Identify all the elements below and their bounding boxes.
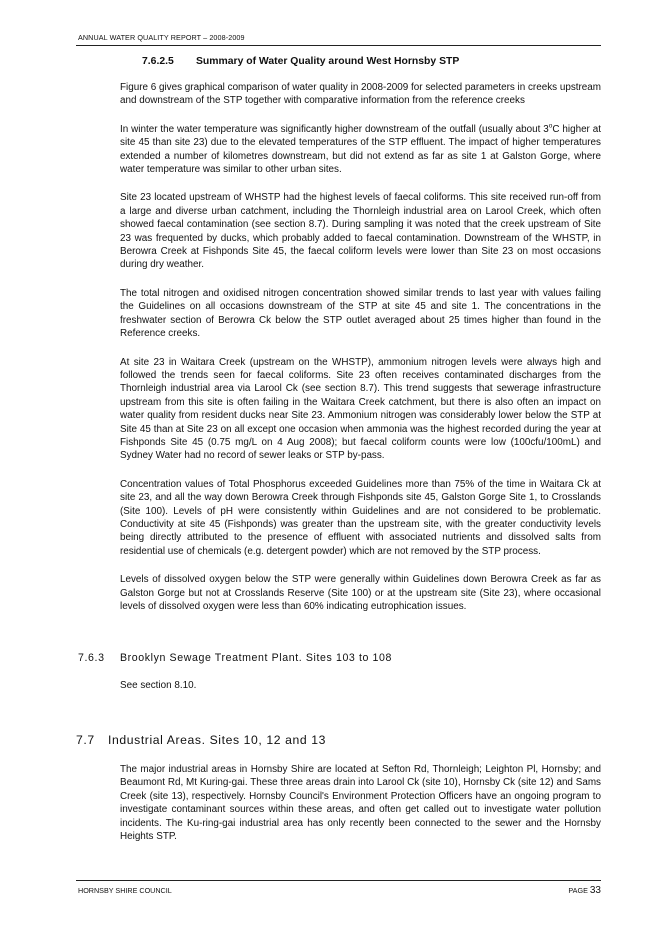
section-title: Summary of Water Quality around West Hornsby STP	[196, 56, 460, 67]
subsection-text: See section 8.10.	[120, 680, 197, 691]
section-7-7-title: Industrial Areas. Sites 10, 12 and 13	[108, 733, 327, 747]
section-body	[120, 81, 601, 628]
paragraph-faecal-coliforms: Site 23 located upstream of WHSTP had the highest levels of faecal coliforms. This site received run-off from a large and diverse urban catchment, including the Thornleigh industrial area on Larool Creek, which often showed faecal contamination (see section 8.7). During sampling it was noted that the creek upstream of Site 23 was frequented by ducks, which probably added to faecal contamination. Downstream of the WHSTP, in Berowra Creek at Fishponds Site 45, the faecal coliform levels were lower than Site 23 on most occasions during dry weather.	[120, 192, 601, 271]
paragraph-dissolved-oxygen: Levels of dissolved oxygen below the STP were generally within Guidelines down Berowra Creek as far as Galston Gorge but not at Crosslands Reserve (Site 100) or at the upstream site (Site 23), where occasional levels of dissolved oxygen were less than 60% indicating eutrophication issues.	[120, 574, 601, 612]
subsection-title: Brooklyn Sewage Treatment Plant. Sites 103 to 108	[120, 652, 393, 664]
section-7-7-number: 7.7	[76, 733, 95, 747]
paragraph-figure-6: Figure 6 gives graphical comparison of water quality in 2008-2009 for selected parameters in creeks upstream and downstream of the STP together with comparative information from the reference creeks	[120, 82, 601, 107]
section-7-7-body	[120, 763, 601, 843]
degree-superscript: o	[548, 122, 553, 130]
paragraph-industrial-areas: The major industrial areas in Hornsby Shire are located at Sefton Rd, Thornleigh; Leighton Pl, Hornsby; and Beaumont Rd, Mt Kuring-gai. These three areas drain into Larool Ck (site 10), Hornsby Ck (site 12) and Sams Creek (site 13), respectively. Hornsby Council's Environment Protection Officers have an ongoing program to investigate contaminant sources within these areas, and often get called out to investigate water pollution incidents. The Ku-ring-gai industrial area has only recently been connected to the sewer and the Hornsby Heights STP.	[120, 764, 601, 843]
subsection-heading	[78, 652, 392, 664]
running-header: ANNUAL WATER QUALITY REPORT – 2008-2009	[78, 33, 245, 42]
page-number: 33	[589, 885, 601, 896]
footer-council: HORNSBY SHIRE COUNCIL	[78, 886, 172, 895]
page-label: PAGE	[568, 886, 588, 895]
section-heading	[142, 56, 459, 67]
paragraph-ammonium: At site 23 in Waitara Creek (upstream on the WHSTP), ammonium nitrogen levels were always high and followed the trends seen for faecal coliforms. Site 23 often receives contaminated discharges from the Thornleigh industrial area via Larool Ck (see section 8.7). This trend suggests that sewerage infrastructure upstream from this site is often failing in the Waitara Creek catchment, but there is also often an impact on water quality from resident ducks near Site 23. Ammonium nitrogen was considerably lower below the STP at Site 45 than at Site 23 on all except one occasion when ammonia was the highest recorded during the year at Fishponds Site 45 (0.75 mg/L on 4 Aug 2008); but faecal coliform counts were low (100cfu/100mL) and Sydney Water had no record of sewer leaks or STP by-pass.	[120, 356, 601, 462]
header-divider	[76, 45, 601, 46]
section-7-7-heading	[76, 733, 326, 747]
subsection-number: 7.6.3	[78, 652, 105, 664]
paragraph-nitrogen: The total nitrogen and oxidised nitrogen concentration showed similar trends to last year with values failing the Guidelines on all occasions downstream of the STP at site 45 and site 1. The concentrations in the freshwater section of Berowra Ck below the STP outlet averaged about 25 times higher than found in the Reference creeks.	[120, 287, 601, 340]
footer-divider	[76, 880, 601, 881]
paragraph-water-temperature: In winter the water temperature was significantly higher downstream of the outfall (usually about 3$^o$C higher at site 45 than site 23) due to the elevated temperatures of the STP effluent. The impact of higher temperatures extended a number of kilometres downstream, but did not extend as far as site 1 at Galston Gorge, where water temperature was similar to other urban sites.	[120, 122, 601, 176]
paragraph-phosphorus: Concentration values of Total Phosphorus exceeded Guidelines more than 75% of the time in Waitara Ck at site 23, and all the way down Berowra Creek through Fishponds site 45, Galston Gorge Site 1, to Crosslands (Site 100). Levels of pH were consistently within Guidelines and are not considered to be problematic. Conductivity at site 45 (Fishponds) was greater than the upstream site, with the greater conductivity levels being directly attributed to the presence of effluent with associated nutrients and dissolved salts from residential use of chemicals (e.g. detergent powder) which are not removed by the STP process.	[120, 478, 601, 557]
section-number: 7.6.2.5	[142, 56, 174, 67]
footer-page	[568, 885, 601, 896]
